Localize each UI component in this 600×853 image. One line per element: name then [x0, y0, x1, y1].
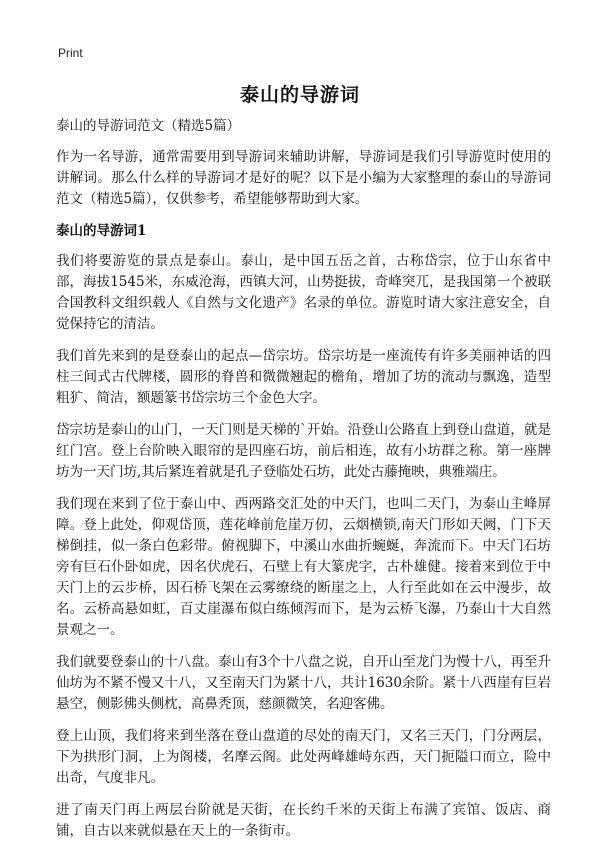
body-paragraph: 我们现在来到了位于泰山中、西两路交汇处的中天门，也叫二天门，为泰山主峰屏障。登上此处，仰观岱顶，莲花峰前危崖万仞，云烟横锁,南天门形如天阙，门下天梯倒挂，似一条白色彩带。俯视脚下，中溪山水曲折蜿蜒，奔流而下。中天门石坊旁有巨石仆卧如虎，因名伏虎石，石壁上有大篆虎字，古朴雄健。接着来到位于中天门上的云步桥，因石桥飞架在云雾缭绕的断崖之上，人行至此如在云中漫步，故名。云桥高悬如虹，百丈崖瀑布似白练倾泻而下，是为云桥飞瀑，乃泰山十大自然景观之一。 [56, 496, 551, 638]
print-link[interactable]: Print [58, 46, 83, 60]
section-heading: 泰山的导游词1 [56, 223, 147, 239]
body-paragraph: 岱宗坊是泰山的山门，一天门则是天梯的`开始。沿登山公路直上到登山盘道，就是红门宫。登上台阶映入眼帘的是四座石坊，前后相连，故有小坊群之称。第一座牌坊为一天门坊,其后紧连着就是孔子登临处石坊，此处古藤掩映，典雅端庄。 [56, 422, 551, 480]
body-paragraph: 我们就要登泰山的十八盘。泰山有3个十八盘之说，自开山至龙门为慢十八，再至升仙坊为不紧不慢又十八，又至南天门为紧十八，共计1630余阶。紧十八西崖有巨岩悬空，侧影佛头侧枕，高鼻秃顶，慈颜微笑，名迎客佛。 [56, 654, 551, 712]
article-body [56, 116, 551, 853]
intro-paragraph: 作为一名导游，通常需要用到导游词来辅助讲解，导游词是我们引导游览时使用的讲解词。那么什么样的导游词才是好的呢？以下是小编为大家整理的泰山的导游词范文（精选5篇），仅供参考，希望能够帮助到大家。 [56, 149, 551, 207]
body-paragraph: 我们将要游览的景点是泰山。泰山，是中国五岳之首，古称岱宗，位于山东省中部，海拔1545米，东威沧海，西镇大河，山势挺拔，奇峰突兀，是我国第一个被联合国教科文组织载人《自然与文化遗产》名录的单位。游览时请大家注意安全，自觉保持它的清洁。 [56, 253, 551, 332]
body-paragraph: 我们首先来到的是登泰山的起点—岱宗坊。岱宗坊是一座流传有许多美丽神话的四柱三间式古代牌楼，圆形的脊兽和微微翘起的檐角，增加了坊的流动与飘逸，造型粗犷、简洁，额题篆书岱宗坊三个金色大字。 [56, 348, 551, 406]
page-title: 泰山的导游词 [239, 84, 360, 106]
body-paragraph: 登上山顶，我们将来到坐落在登山盘道的尽处的南天门，又名三天门，门分两层，下为拱形门洞，上为阁楼，名摩云阁。此处两峰雄峙东西，天门扼隘口而立，险中出奇，气度非凡。 [56, 728, 551, 786]
article-subtitle: 泰山的导游词范文（精选5篇） [56, 118, 241, 134]
body-paragraph: 进了南天门再上两层台阶就是天街，在长约千米的天街上布满了宾馆、饭店、商铺，自古以来就似悬在天上的一条街市。 [56, 802, 551, 839]
